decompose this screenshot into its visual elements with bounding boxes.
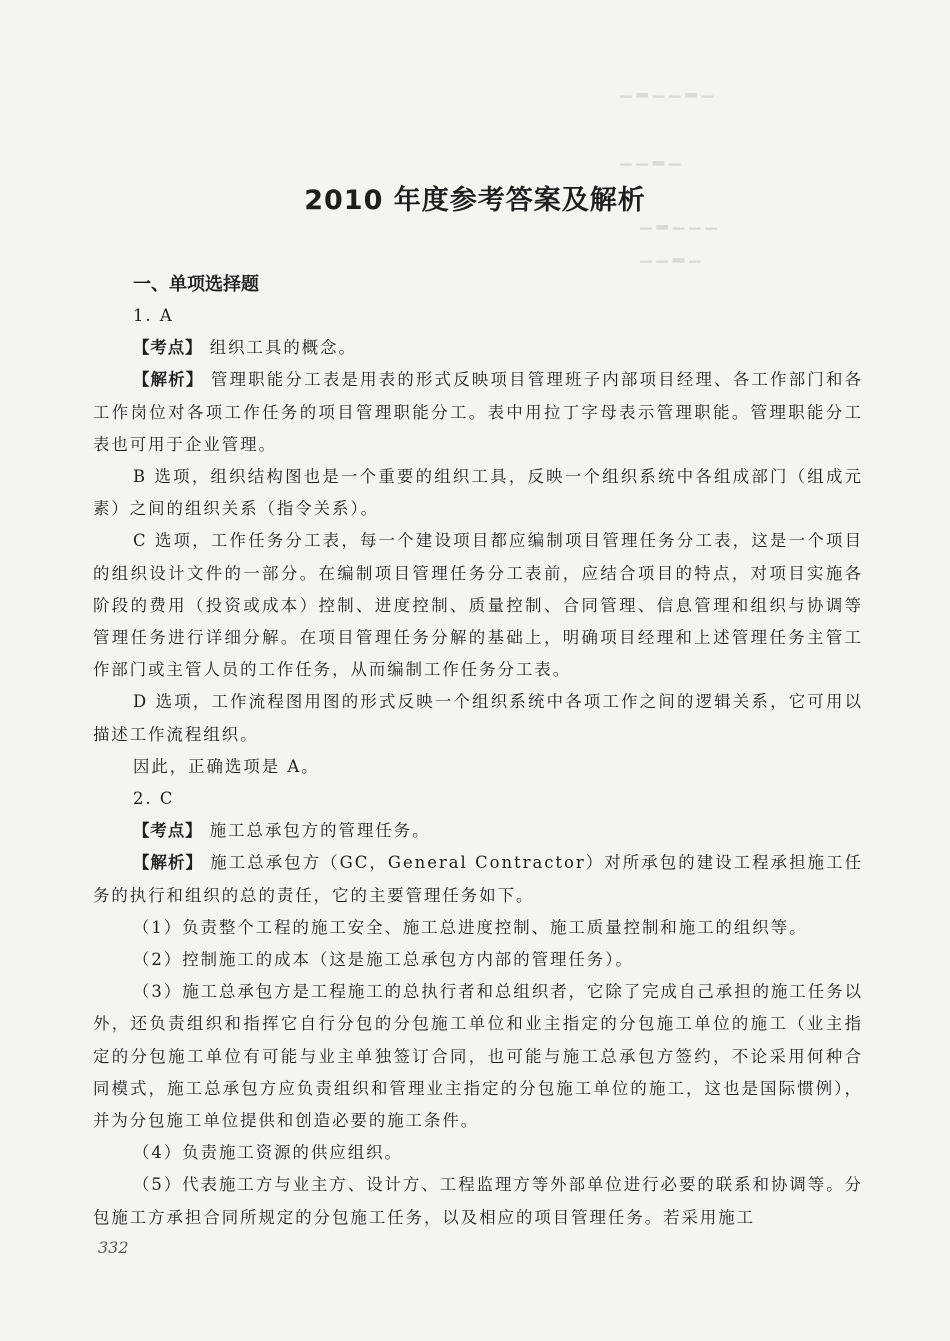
q2-kaodian (93, 815, 863, 847)
bleed-through-line: ▁ ▂ ▁ ▁ ▂ ▁ (620, 80, 714, 98)
page-number: 332 (98, 1238, 129, 1257)
q2-jiexi (93, 847, 863, 911)
q1-answer: 1. A (133, 306, 174, 325)
answer-content (93, 300, 863, 1234)
kaodian-text: 组织工具的概念。 (209, 338, 357, 358)
q2-answer: 2. C (133, 789, 175, 809)
q2-item-1: （1）负责整个工程的施工安全、施工总进度控制、施工质量控制和施工的组织等。 (133, 917, 808, 937)
q2-item-3: （3）施工总承包方是工程施工的总执行者和总组织者，它除了完成自己承担的施工任务以外，还负责组织和指挥它自行分包的分包施工单位和业主指定的分包施工单位的施工（业主指定的分包施工单位有可能与业主单独签订合同，也可能与施工总承包方签约，不论采用何种合同模式，施工总承包方应负责组织和管理业主指定的分包施工单位的施工，这也是国际惯例），并为分包施工单位提供和创造必要的施工条件。 (93, 982, 863, 1131)
kaodian-label: 【考点】 (133, 821, 203, 841)
bleed-through-line: ▁ ▁ ▂ ▁ (620, 148, 681, 166)
section-heading: 一、单项选择题 (133, 274, 259, 295)
q1-jiexi (93, 364, 863, 461)
kaodian-text: 施工总承包方的管理任务。 (209, 821, 431, 841)
jiexi-label: 【解析】 (133, 853, 203, 873)
bleed-through-line: ▁ ▂ ▁ ▁ ▁ (640, 212, 717, 230)
q2-item-2: （2）控制施工的成本（这是施工总承包方内部的管理任务）。 (133, 950, 634, 970)
q1-conclusion: 因此，正确选项是 A。 (133, 756, 320, 776)
q1-option-d: D 选项，工作流程图用图的形式反映一个组织系统中各项工作之间的逻辑关系，它可用以描述工作流程组织。 (93, 692, 863, 744)
page-title: 2010 年度参考答案及解析 (304, 185, 646, 216)
q2-item-5: （5）代表施工方与业主方、设计方、工程监理方等外部单位进行必要的联系和协调等。分包施工方承担合同所规定的分包施工任务，以及相应的项目管理任务。若采用施工 (93, 1175, 863, 1227)
kaodian-label: 【考点】 (133, 338, 203, 358)
q1-kaodian (93, 332, 863, 364)
q1-option-b: B 选项，组织结构图也是一个重要的组织工具，反映一个组织系统中各组成部门（组成元素）之间的组织关系（指令关系）。 (93, 467, 863, 519)
bleed-through-line: ▁ ▁ ▂ ▁ (640, 245, 701, 263)
q1-option-c: C 选项，工作任务分工表，每一个建设项目都应编制项目管理任务分工表，这是一个项目的组织设计文件的一部分。在编制项目管理任务分工表前，应结合项目的特点，对项目实施各阶段的费用（投资或成本）控制、进度控制、质量控制、合同管理、信息管理和组织与协调等管理任务进行详细分解。在项目管理任务分解的基础上，明确项目经理和上述管理任务主管工作部门或主管人员的工作任务，从而编制工作任务分工表。 (93, 531, 863, 680)
jiexi-label: 【解析】 (133, 370, 204, 390)
q2-item-4: （4）负责施工资源的供应组织。 (133, 1143, 403, 1163)
jiexi-text: 管理职能分工表是用表的形式反映项目管理班子内部项目经理、各工作部门和各工作岗位对各项工作任务的项目管理职能分工。表中用拉丁字母表示管理职能。管理职能分工表也可用于企业管理。 (93, 370, 864, 454)
jiexi-text: 施工总承包方（GC，General Contractor）对所承包的建设工程承担施工任务的执行和组织的总的责任，它的主要管理任务如下。 (93, 853, 864, 905)
